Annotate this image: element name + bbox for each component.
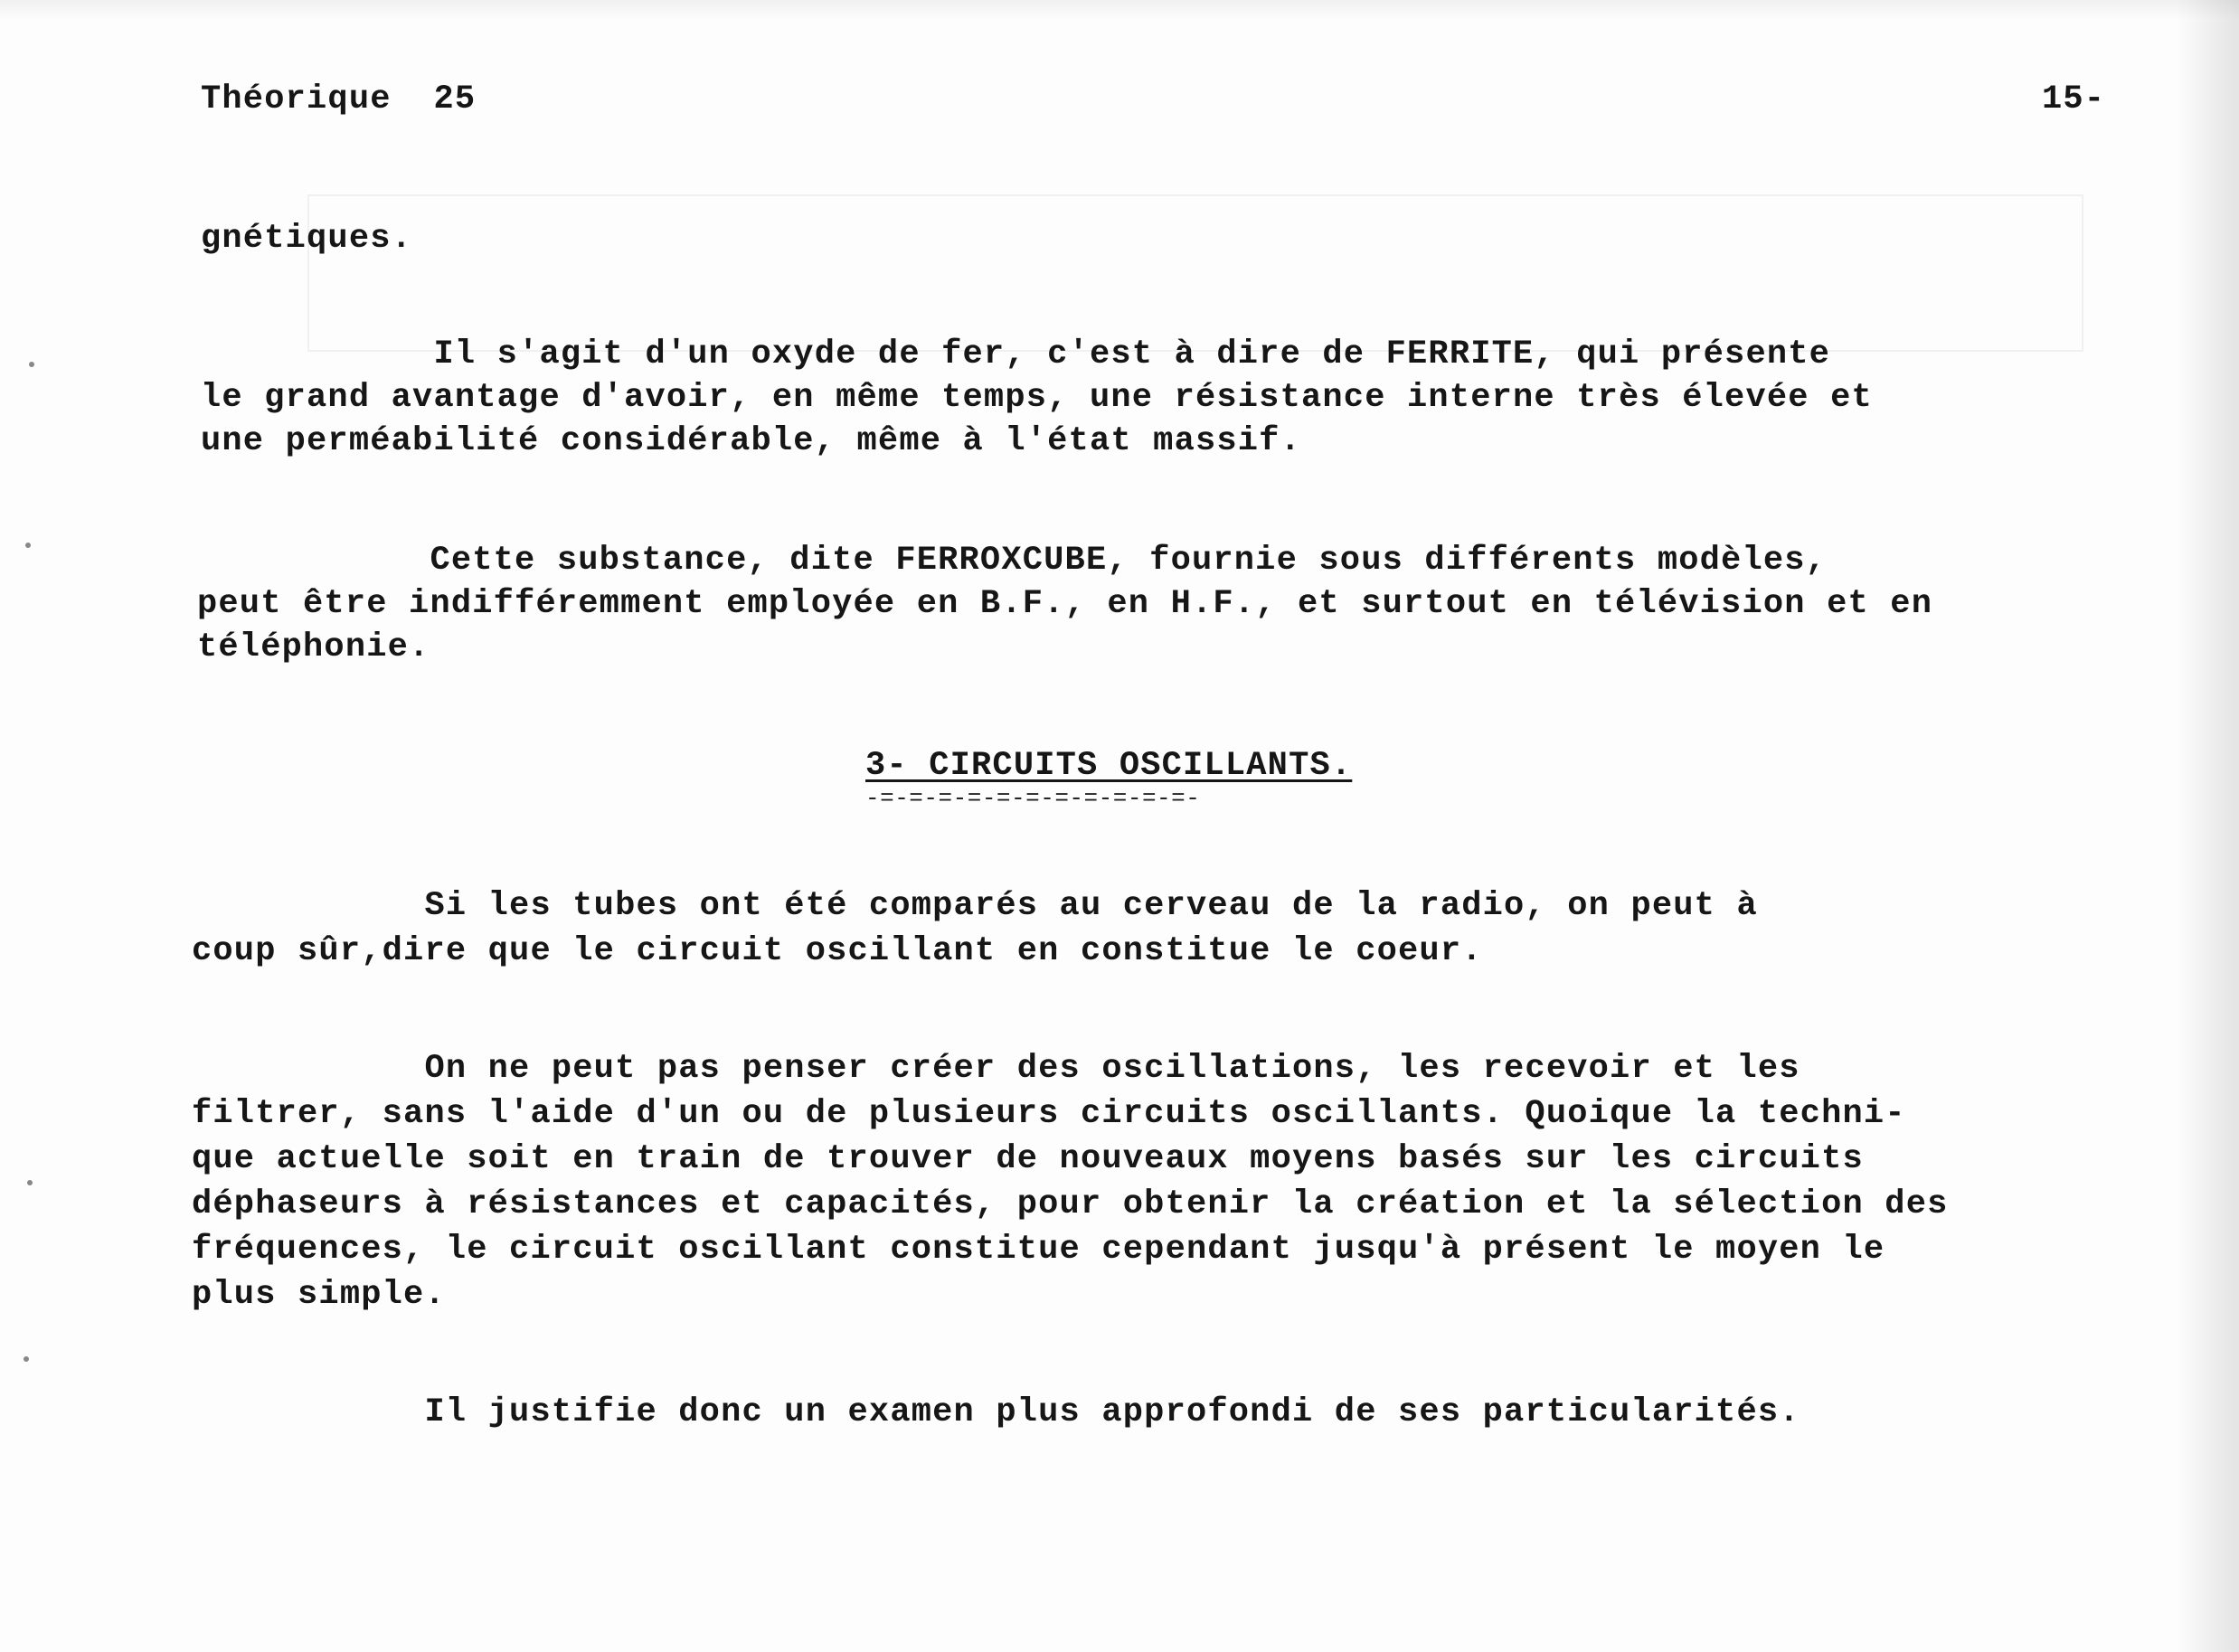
paragraph-line: Cette substance, dite FERROXCUBE, fournie sous différents modèles, <box>197 542 1828 580</box>
paragraph-line: téléphonie. <box>197 628 430 666</box>
paragraph-line: peut être indifféremment employée en B.F., en H.F., et surtout en télévision et en <box>197 585 1933 623</box>
scan-shadow-top <box>0 0 2239 20</box>
paragraph-line: déphaseurs à résistances et capacités, pour obtenir la création et la sélection des <box>192 1185 1949 1223</box>
paragraph-line: Si les tubes ont été comparés au cerveau de la radio, on peut à <box>192 887 1758 925</box>
margin-speck <box>29 362 34 367</box>
bleed-through-box <box>307 194 2083 352</box>
paragraph-line: plus simple. <box>192 1276 446 1314</box>
paragraph-line: fréquences, le circuit oscillant constitue cependant jusqu'à présent le moyen le <box>192 1231 1885 1269</box>
paragraph-line: filtrer, sans l'aide d'un ou de plusieurs circuits oscillants. Quoique la techni- <box>192 1095 1906 1133</box>
paragraph-line: Il s'agit d'un oxyde de fer, c'est à dire de FERRITE, qui présente <box>201 335 1831 373</box>
margin-speck <box>24 1356 29 1362</box>
page-number: 15- <box>2042 80 2106 118</box>
margin-speck <box>27 1180 33 1185</box>
paragraph-line: coup sûr,dire que le circuit oscillant en constitue le coeur. <box>192 932 1483 970</box>
scan-shadow-right <box>2176 0 2239 1652</box>
paragraph-line: le grand avantage d'avoir, en même temps, une résistance interne très élevée et <box>201 379 1873 417</box>
heading-double-rule: -=-=-=-=-=-=-=-=-=-=-=- <box>865 785 1201 812</box>
running-header-title: Théorique 25 <box>201 80 477 118</box>
margin-speck <box>25 543 31 548</box>
paragraph-line: On ne peut pas penser créer des oscillations, les recevoir et les <box>192 1050 1800 1088</box>
paragraph-line: une perméabilité considérable, même à l'état massif. <box>201 422 1301 460</box>
section-heading: 3- CIRCUITS OSCILLANTS. <box>865 747 1353 785</box>
paragraph-line: que actuelle soit en train de trouver de nouveaux moyens basés sur les circuits <box>192 1140 1864 1178</box>
paragraph-line: Il justifie donc un examen plus approfondi de ses particularités. <box>192 1393 1800 1431</box>
paragraph-line: gnétiques. <box>201 220 413 258</box>
